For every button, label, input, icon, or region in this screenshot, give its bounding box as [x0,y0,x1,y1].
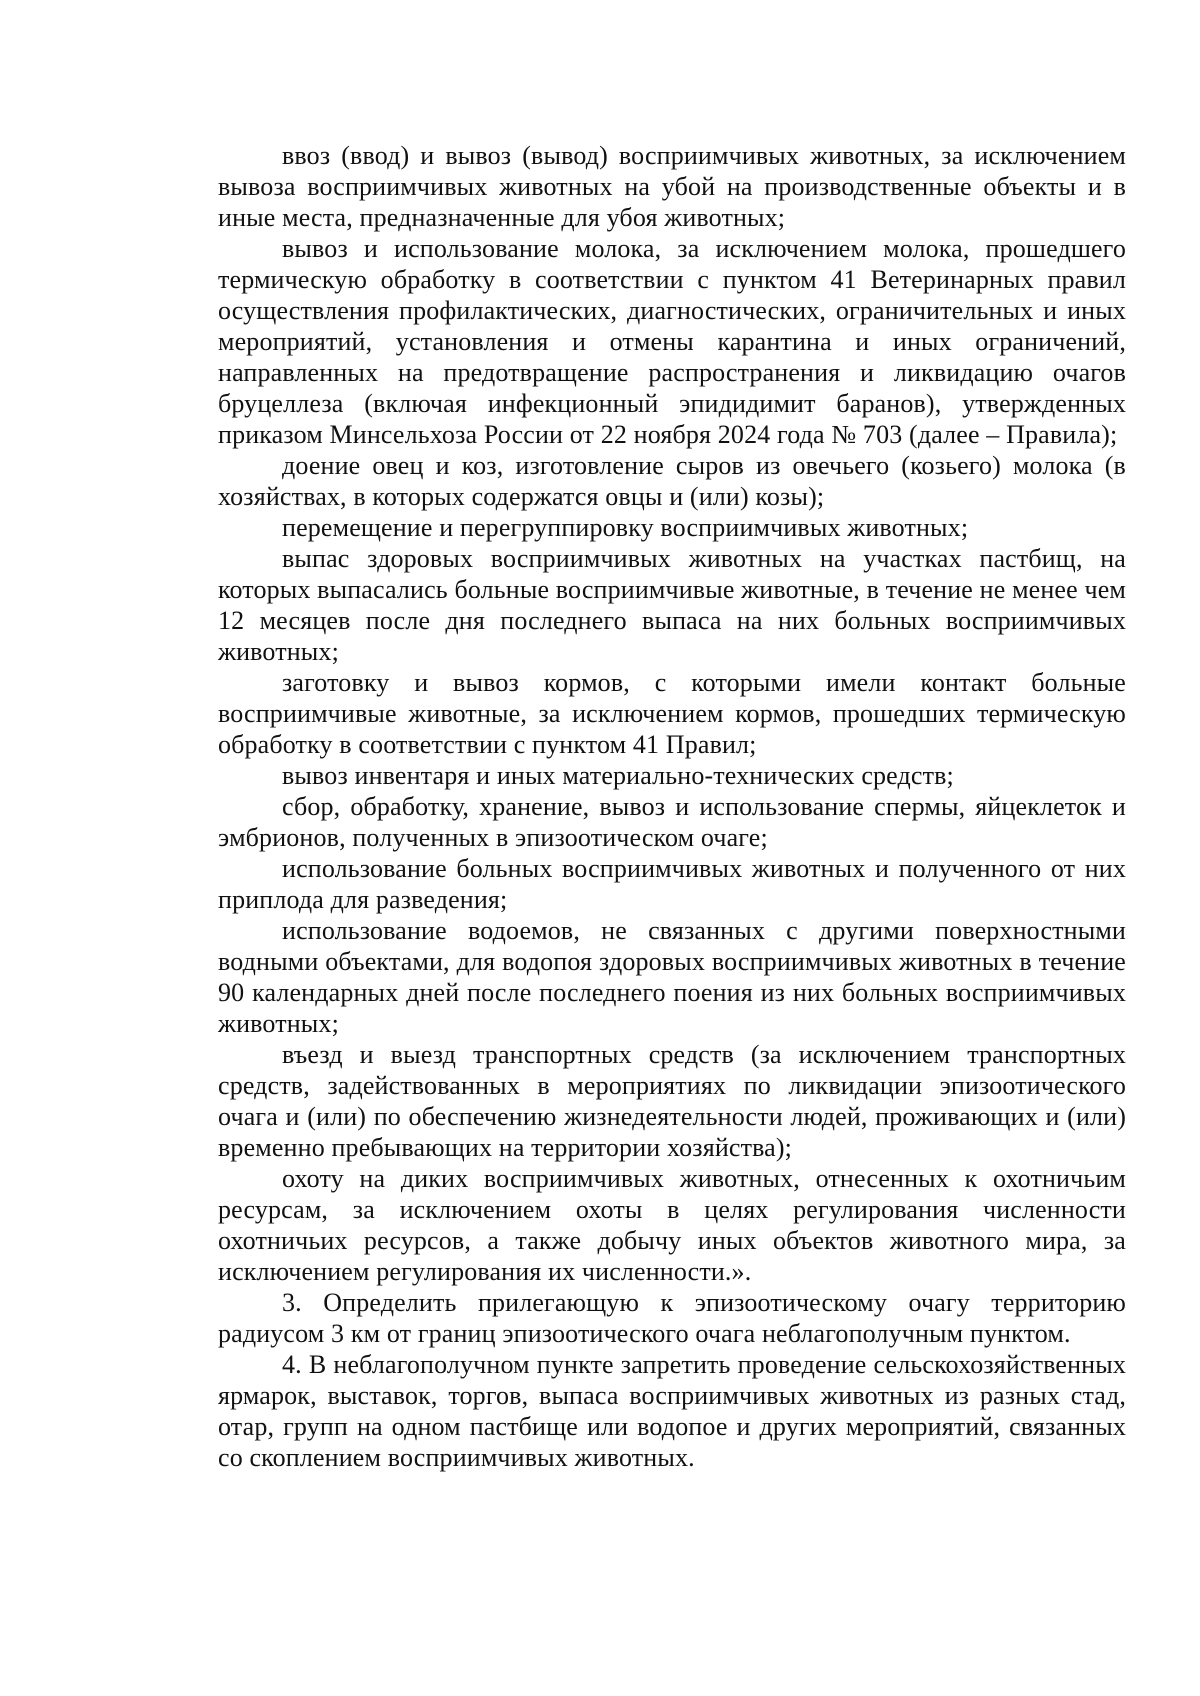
document-body [218,140,1126,1473]
paragraph-transport-ban: въезд и выезд транспортных средств (за исключением транспортных средств, задействованных в мероприятиях по ликвидации эпизоотического очага и (или) по обеспечению жизнедеятельности людей, проживающих и (или) временно пребывающих на территории хозяйства); [218,1040,1126,1162]
paragraph-feed-ban: заготовку и вывоз кормов, с которыми имели контакт больные восприимчивые животные, за исключением кормов, прошедших термическую обработку в соответствии с пунктом 41 Правил; [218,668,1126,759]
paragraph-genetic-material-ban: сбор, обработку, хранение, вывоз и использование спермы, яйцеклеток и эмбрионов, полученных в эпизоотическом очаге; [218,792,1126,852]
paragraph-milk-ban: вывоз и использование молока, за исключением молока, прошедшего термическую обработку в соответствии с пунктом 41 Ветеринарных правил осуществления профилактических, диагностических, ограничительных и иных мероприятий, установления и отмены карантина и иных ограничений, направленных на предотвращение распространения и ликвидацию очагов бруцеллеза (включая инфекционный эпидидимит баранов), утвержденных приказом Минсельхоза России от 22 ноября 2024 года № 703 (далее – Правила); [218,234,1126,449]
paragraph-item-3: 3. Определить прилегающую к эпизоотическому очагу территорию радиусом 3 км от границ эпизоотического очага неблагополучным пунктом. [218,1288,1126,1348]
paragraph-grazing-ban: выпас здоровых восприимчивых животных на участках пастбищ, на которых выпасались больные восприимчивые животные, в течение не менее чем 12 месяцев после дня последнего выпаса на них больных восприимчивых животных; [218,544,1126,666]
paragraph-import-export-ban: ввоз (ввод) и вывоз (вывод) восприимчивых животных, за исключением вывоза восприимчивых животных на убой на производственные объекты и в иные места, предназначенные для убоя животных; [218,141,1126,232]
paragraph-milking-ban: доение овец и коз, изготовление сыров из овечьего (козьего) молока (в хозяйствах, в которых содержатся овцы и (или) козы); [218,451,1126,511]
paragraph-item-4: 4. В неблагополучном пункте запретить проведение сельскохозяйственных ярмарок, выставок, торгов, выпаса восприимчивых животных из разных стад, отар, групп на одном пастбище или водопое и других мероприятий, связанных со скоплением восприимчивых животных. [218,1350,1126,1472]
paragraph-breeding-ban: использование больных восприимчивых животных и полученного от них приплода для разведения; [218,854,1126,914]
paragraph-hunting-ban: охоту на диких восприимчивых животных, отнесенных к охотничьим ресурсам, за исключением охоты в целях регулирования численности охотничьих ресурсов, а также добычу иных объектов животного мира, за исключением регулирования их численности.». [218,1164,1126,1286]
paragraph-water-ban: использование водоемов, не связанных с другими поверхностными водными объектами, для водопоя здоровых восприимчивых животных в течение 90 календарных дней после последнего поения из них больных восприимчивых животных; [218,916,1126,1038]
paragraph-inventory-ban: вывоз инвентаря и иных материально-технических средств; [282,761,954,790]
paragraph-regrouping-ban: перемещение и перегруппировку восприимчивых животных; [282,513,969,542]
